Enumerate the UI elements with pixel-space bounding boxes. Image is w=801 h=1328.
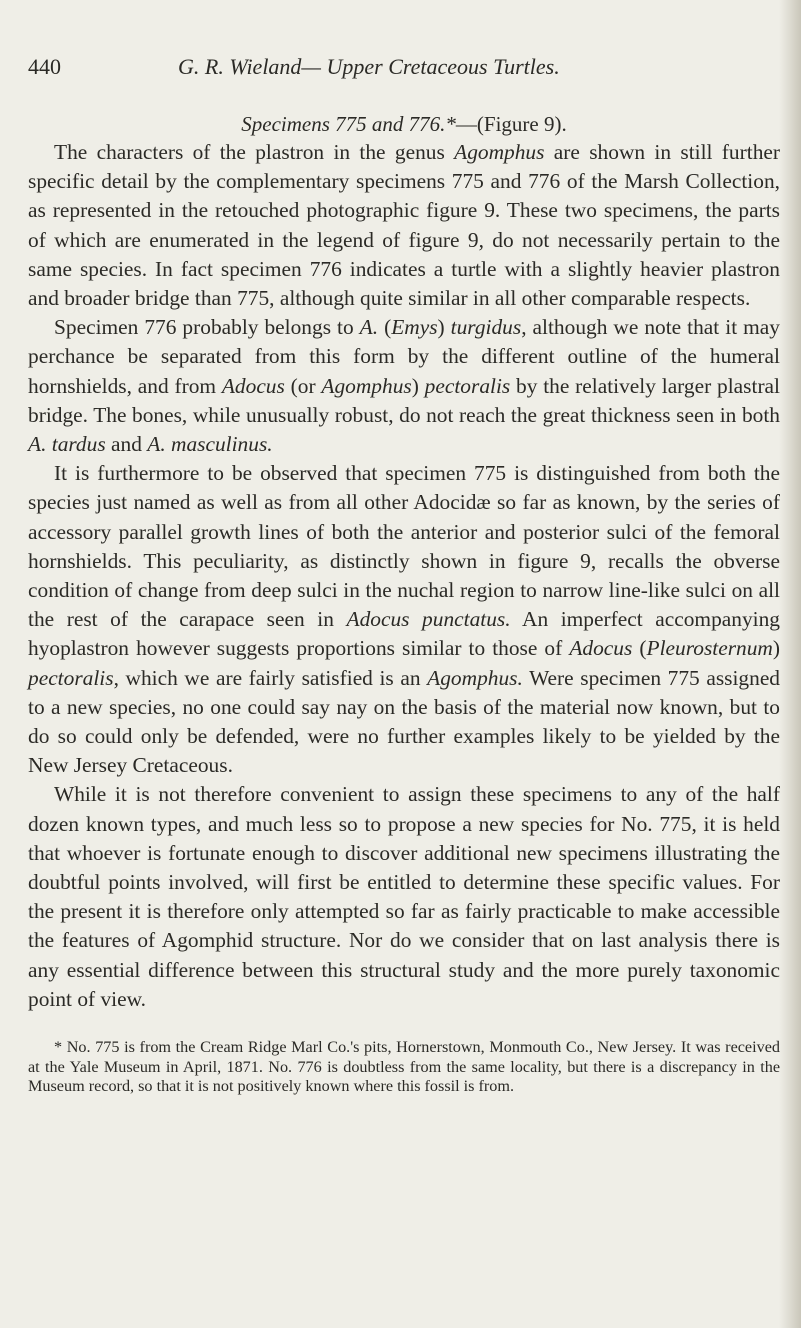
- italic-run: pectoralis: [28, 665, 114, 690]
- italic-run: turgidus: [450, 315, 522, 340]
- italic-run: Agomphus.: [427, 665, 523, 690]
- text-run: by the relatively larger plastral bridge. The bones, while unusually robust, do not reach the great thickness seen in both: [28, 373, 780, 427]
- italic-run: pectoralis: [424, 373, 511, 398]
- body-paragraph: [28, 780, 780, 1014]
- text-run: (: [378, 315, 392, 340]
- running-head: [28, 54, 780, 84]
- text-run: ): [411, 373, 425, 398]
- text-run: and: [105, 432, 148, 457]
- section-heading-rest: —(Figure 9).: [455, 112, 567, 136]
- text-run: are shown in still further specific detail by the complementary specimens 775 and 776 of the Marsh Collection, as represented in the retouched photographic figure 9. These two specimens, the parts of which are enumerated in the legend of figure 9, do not necessarily pertain to the same species. In fact specimen 776 indicates a turtle with a slightly heavier plastron and broader bridge than 775, although quite similar in all other comparable respects.: [28, 140, 781, 311]
- footnote: [28, 1038, 780, 1097]
- text-run: (or: [284, 373, 322, 398]
- italic-run: Adocus: [221, 373, 285, 398]
- italic-run: A.: [359, 315, 379, 340]
- body-paragraph: [28, 459, 780, 780]
- text-run: ): [437, 315, 451, 340]
- italic-run: Agomphus: [454, 140, 545, 164]
- body-paragraph: [28, 313, 780, 459]
- italic-run: A. masculinus.: [147, 432, 273, 457]
- body-text: [28, 138, 780, 1014]
- text-run: While it is not therefore convenient to assign these specimens to any of the half dozen known types, and much less so to propose a new species for No. 775, it is held that whoever is fortunate enough to discover additional new specimens illustrating the doubtful points involved, will first be entitled to determine these specific values. For the present it is therefore only attempted so far as fairly practicable to make accessible the features of Agomphid structure. Nor do we consider that on last analysis there is any essential difference between this structural study and the more purely taxonomic point of view.: [28, 782, 780, 1011]
- body-paragraph: [28, 138, 780, 313]
- italic-run: Agomphus: [321, 373, 412, 398]
- text-run: , although we note that it may perchance be separated from this form by the different outline of the humeral hornshields, and from: [28, 315, 780, 398]
- italic-run: Pleurosternum: [646, 636, 773, 661]
- page-edge-shadow: [779, 0, 801, 1328]
- text-run: It is furthermore to be observed that specimen 775 is distinguished from both the species just named as well as from all other Adocidæ so far as known, by the series of accessory parallel growth lines of both the anterior and posterior sulci of the femoral hornshields. This peculiarity, as distinctly shown in figure 9, recalls the obverse condition of change from deep sulci in the nuchal region to narrow line-like sulci on all the rest of the carapace seen in: [28, 461, 780, 632]
- section-heading-italic: Specimens 775 and 776.*: [241, 112, 456, 136]
- section-heading: [28, 112, 780, 137]
- italic-run: Adocus punctatus.: [346, 607, 511, 632]
- text-run: An imperfect accompanying hyoplastron however suggests proportions similar to those of: [28, 607, 780, 661]
- italic-run: A. tardus: [28, 432, 106, 457]
- italic-run: Adocus: [569, 636, 633, 661]
- page-number: 440: [28, 54, 61, 79]
- text-run: Specimen 776 probably belongs to: [54, 315, 360, 340]
- footnote-text: * No. 775 is from the Cream Ridge Marl Co.'s pits, Hornerstown, Monmouth Co., New Jersey. It was received at the Yale Museum in April, 1871. No. 776 is doubtless from the same locality, but there is a discrepancy in the Museum record, so that it is not positively known where this fossil is from.: [28, 1038, 780, 1096]
- text-run: ): [772, 636, 780, 661]
- running-head-title: G. R. Wieland— Upper Cretaceous Turtles.: [178, 54, 560, 79]
- text-run: (: [632, 636, 647, 661]
- text-run: , which we are fairly satisfied is an: [113, 665, 428, 690]
- text-run: The characters of the plastron in the genus: [54, 140, 455, 164]
- text-run: Were specimen 775 assigned to a new species, no one could say nay on the basis of the material now known, but to do so could only be defended, were no further examples likely to be yielded by the New Jersey Cretaceous.: [28, 665, 781, 778]
- italic-run: Emys: [391, 315, 438, 340]
